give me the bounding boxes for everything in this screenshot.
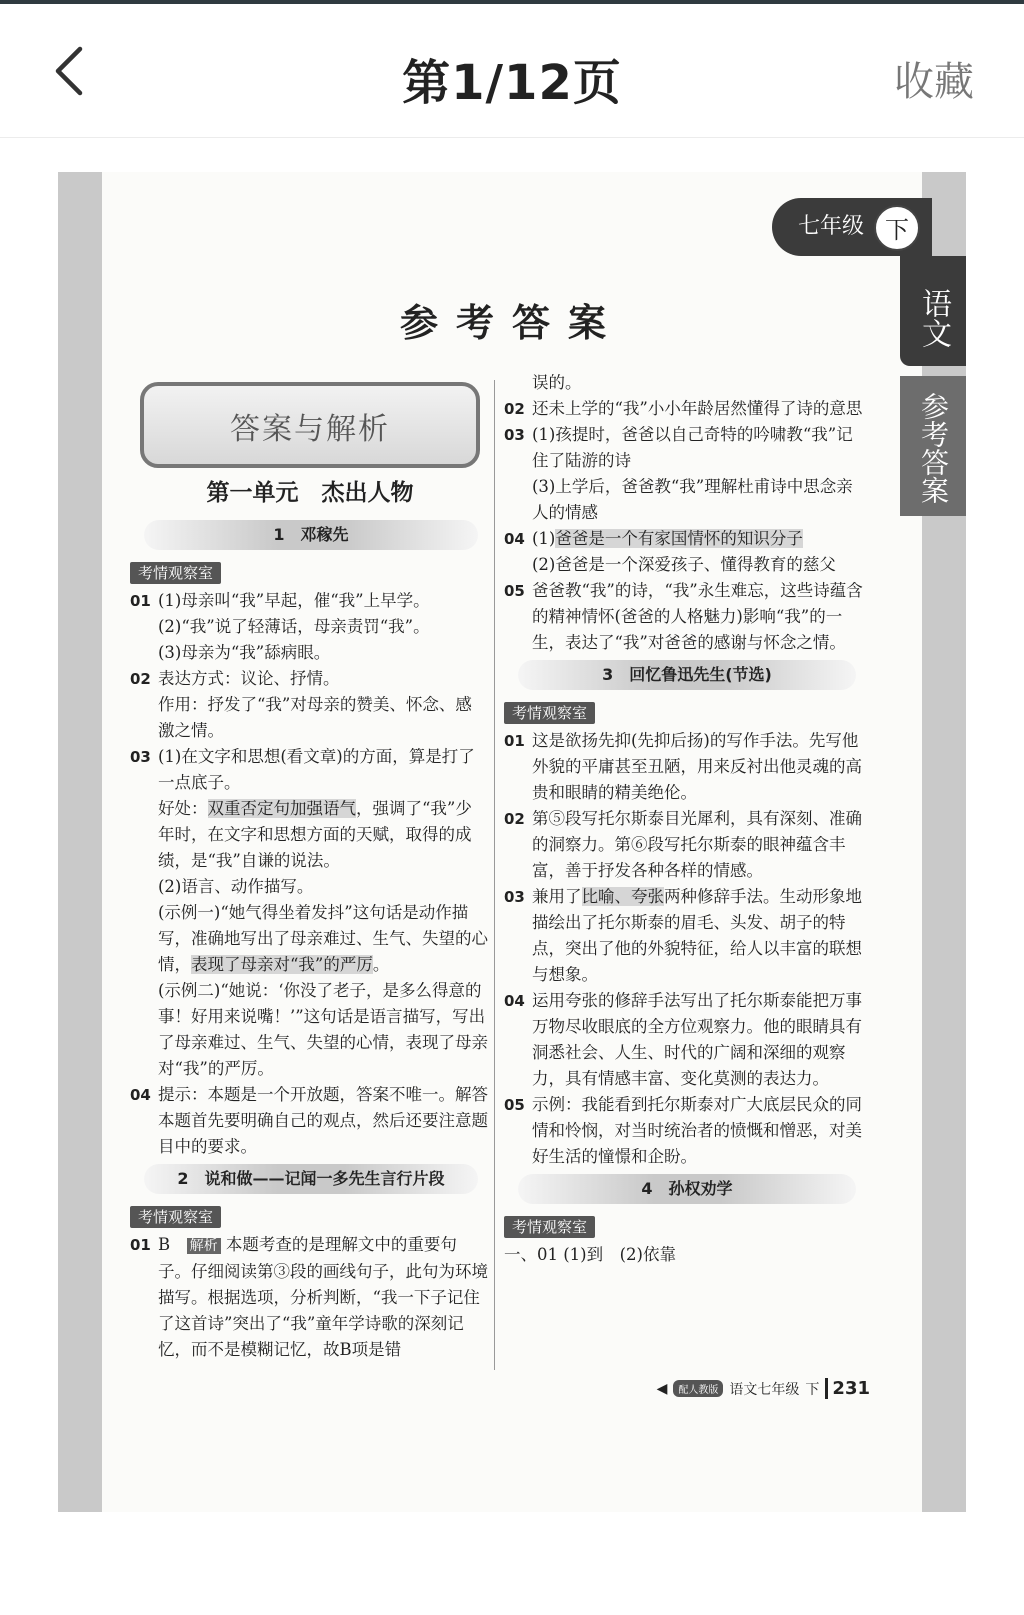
answer-line: (示例二)“她说：‘你没了老子，是多么得意的事！好用来说嘴！’”这句话是语言描写，写出了母亲难过、生气、失望的心情，表现了母亲对“我”的严厉。 (158, 981, 488, 1078)
section-tag: 考情观察室 (504, 702, 595, 724)
question-item (130, 1082, 488, 1160)
page-title: 第1/12页 (402, 55, 622, 111)
question-item (504, 578, 866, 656)
question-number: 03 (504, 888, 525, 906)
grade-label: 七年级 (772, 198, 932, 256)
highlight: 爸爸是一个有家国情怀的知识分子 (555, 529, 803, 548)
answer-line: (2)“我”说了轻薄话，母亲责罚“我”。 (158, 617, 430, 636)
answer-line: 还未上学的“我”小小年龄居然懂得了诗的意思 (532, 399, 863, 418)
analysis-label: 解析 (187, 1238, 221, 1254)
answer-line: 兼用了比喻、夸张两种修辞手法。生动形象地描绘出了托尔斯泰的眉毛、头发、胡子的特点，突出了他的外貌特征，给人以丰富的联想与想象。 (532, 887, 862, 984)
answer-line: 提示：本题是一个开放题，答案不唯一。解答本题首先要明确自己的观点，然后还要注意题目中的要求。 (158, 1085, 488, 1156)
highlight: 双重否定句加强语气 (207, 799, 356, 818)
question-item (504, 526, 866, 578)
question-number: 01 (130, 1236, 151, 1254)
question-number: 05 (504, 1096, 525, 1114)
main-title: 参考答案 (399, 300, 624, 345)
answer-line: 第⑤段写托尔斯泰目光犀利，具有深刻、准确的洞察力。第⑥段写托尔斯泰的眼神蕴含丰富，善于抒发各种各样的情感。 (532, 809, 862, 880)
question-item (130, 1232, 488, 1363)
question-number: 02 (504, 400, 525, 418)
question-item (504, 806, 866, 884)
question-item (130, 744, 488, 1082)
answer-line: (3)上学后，爸爸教“我”理解杜甫诗中思念亲人的情感 (532, 477, 853, 522)
section-tag: 考情观察室 (504, 1216, 595, 1238)
answer-line: 好处：双重否定句加强语气，强调了“我”少年时，在文字和思想方面的天赋，取得的成绩，是“我”自谦的说法。 (158, 799, 472, 870)
answer-line: (示例一)“她气得坐着发抖”这句话是动作描写，准确地写出了母亲难过、生气、失望的心情，表现了母亲对“我”的严厉。 (158, 903, 488, 974)
brand-badge: 配人教版 (673, 1380, 723, 1397)
page-footer (657, 1378, 870, 1399)
section-banner: 答案与解析 (140, 382, 480, 468)
answer-line: B 解析 本题考查的是理解文中的重要句子。仔细阅读第③段的画线句子，此句为环境描写。根据选项，分析判断，“我一下子记住了这首诗”突出了“我”童年学诗歌的深刻记忆，而不是模糊记忆，故B项是错 (158, 1235, 488, 1359)
answer-line: 这是欲扬先抑(先抑后扬)的写作手法。先写他外貌的平庸甚至丑陋，用来反衬出他灵魂的高贵和眼睛的精美绝伦。 (532, 731, 862, 802)
answer-line: (2)语言、动作描写。 (158, 877, 314, 896)
left-column (130, 516, 488, 1363)
footer-mark: 下 (805, 1381, 820, 1398)
footer-label: 语文七年级 (729, 1381, 800, 1398)
arrow-left-icon: ◀ (656, 1380, 668, 1397)
document-page (58, 172, 966, 1512)
question-number: 01 (130, 592, 151, 610)
lesson-heading: 2 说和做——记闻一多先生言行片段 (144, 1164, 478, 1194)
answer-line: (1)孩提时，爸爸以自己奇特的吟啸教“我”记住了陆游的诗 (532, 425, 853, 470)
unit-title: 第一单元 杰出人物 (206, 480, 414, 506)
question-number: 03 (504, 426, 525, 444)
right-column (504, 370, 866, 1268)
page-right-band (922, 172, 966, 1512)
top-app-bar (0, 4, 1024, 138)
question-item (504, 884, 866, 988)
question-item (130, 666, 488, 744)
highlight: 表现了母亲对“我”的严厉 (191, 955, 373, 974)
question-item (504, 422, 866, 526)
answer-line: 爸爸教“我”的诗，“我”永生难忘，这些诗蕴含的精神情怀(爸爸的人格魅力)影响“我”的一生，表达了“我”对爸爸的感谢与怀念之情。 (532, 581, 863, 652)
question-number: 04 (504, 530, 525, 548)
column-divider (494, 380, 495, 1370)
answer-line: 一、01 (1)到 (2)依靠 (504, 1245, 676, 1264)
question-number: 04 (504, 992, 525, 1010)
lesson-heading: 4 孙权劝学 (518, 1174, 856, 1204)
answer-line: 误的。 (532, 373, 582, 392)
grade-volume-mark: 下 (874, 205, 920, 251)
answer-line: 示例：我能看到托尔斯泰对广大底层民众的同情和怜悯，对当时统治者的愤慨和憎恶，对美好生活的憧憬和企盼。 (532, 1095, 862, 1166)
question-number: 04 (130, 1086, 151, 1104)
answer-line: (1)母亲叫“我”早起，催“我”上早学。 (158, 591, 430, 610)
question-item (504, 396, 866, 422)
question-item (504, 1092, 866, 1170)
question-item (130, 588, 488, 666)
answer-line: 表达方式：议论、抒情。 (158, 669, 340, 688)
answer-line: (2)爸爸是一个深爱孩子、懂得教育的慈父 (532, 555, 836, 574)
question-number: 02 (504, 810, 525, 828)
answer-line: 运用夸张的修辞手法写出了托尔斯泰能把万事万物尽收眼底的全方位观察力。他的眼睛具有洞悉社会、人生、时代的广阔和深细的观察力，具有情感丰富、变化莫测的表达力。 (532, 991, 862, 1088)
section-tag: 考情观察室 (130, 1206, 221, 1228)
question-number: 02 (130, 670, 151, 688)
answer-line: (1)在文字和思想(看文章)的方面，算是打了一点底子。 (158, 747, 475, 792)
favorite-button[interactable]: 收藏 (894, 59, 974, 105)
answer-line: (1)爸爸是一个有家国情怀的知识分子 (532, 529, 803, 548)
question-item (504, 728, 866, 806)
question-number: 05 (504, 582, 525, 600)
page-left-band (58, 172, 102, 1512)
question-number: 01 (504, 732, 525, 750)
answers-tab: 参考答案 (900, 376, 966, 516)
highlight: 比喻、夸张 (581, 887, 664, 906)
answer-line: (3)母亲为“我”舔病眼。 (158, 643, 331, 662)
lesson-heading: 1 邓稼先 (144, 520, 478, 550)
answer-line: 作用：抒发了“我”对母亲的赞美、怀念、感激之情。 (158, 695, 472, 740)
question-number: 03 (130, 748, 151, 766)
lesson-heading: 3 回忆鲁迅先生(节选) (518, 660, 856, 690)
question-item (504, 988, 866, 1092)
page-number: 231 (825, 1378, 870, 1399)
section-tag: 考情观察室 (130, 562, 221, 584)
subject-tab: 语文 (900, 256, 966, 366)
